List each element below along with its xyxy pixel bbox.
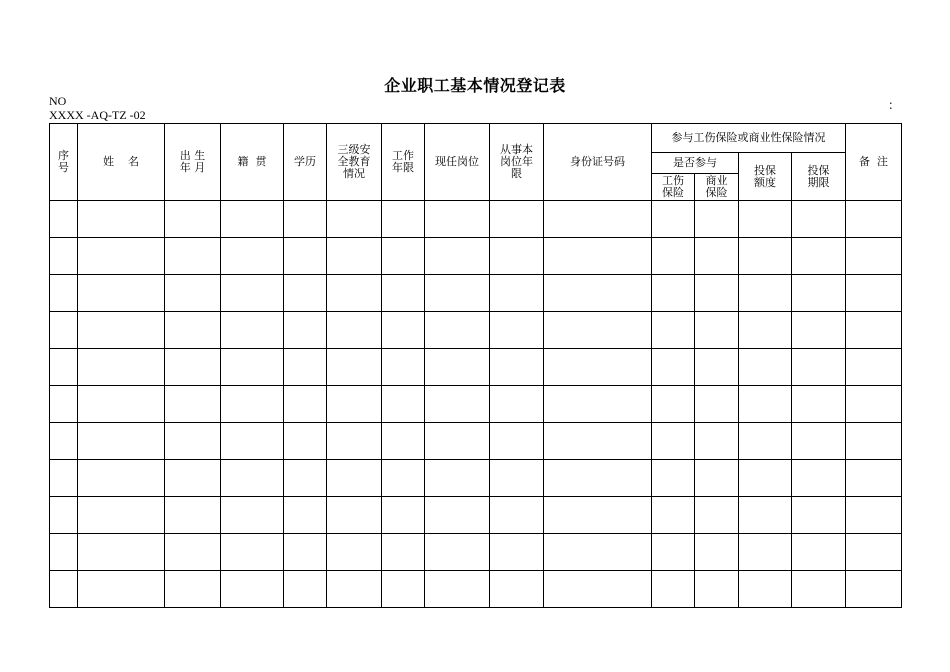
table-cell[interactable] (78, 275, 165, 312)
header-work-injury-insurance: 工伤 保险 (652, 174, 695, 201)
table-cell[interactable] (695, 312, 739, 349)
table-cell[interactable] (327, 386, 382, 423)
table-cell[interactable] (50, 571, 78, 608)
table-cell[interactable] (284, 312, 327, 349)
table-cell[interactable] (792, 349, 846, 386)
table-cell[interactable] (425, 497, 490, 534)
table-cell[interactable] (792, 423, 846, 460)
table-cell[interactable] (695, 460, 739, 497)
table-cell[interactable] (490, 497, 544, 534)
table-cell[interactable] (846, 423, 902, 460)
table-cell[interactable] (490, 275, 544, 312)
table-cell[interactable] (739, 312, 792, 349)
table-cell[interactable] (382, 201, 425, 238)
table-cell[interactable] (284, 349, 327, 386)
table-cell[interactable] (490, 312, 544, 349)
table-cell[interactable] (652, 201, 695, 238)
header-work-years: 工作 年限 (382, 124, 425, 201)
table-cell[interactable] (544, 349, 652, 386)
table-cell[interactable] (221, 423, 284, 460)
table-cell[interactable] (50, 497, 78, 534)
table-cell[interactable] (78, 534, 165, 571)
registration-table (49, 123, 902, 608)
table-cell[interactable] (652, 534, 695, 571)
table-cell[interactable] (739, 201, 792, 238)
table-cell[interactable] (425, 534, 490, 571)
table-cell[interactable] (695, 534, 739, 571)
header-insurance-group: 参与工伤保险或商业性保险情况 (652, 124, 846, 153)
table-cell[interactable] (695, 497, 739, 534)
table-cell[interactable] (792, 571, 846, 608)
table-cell[interactable] (544, 201, 652, 238)
table-cell[interactable] (425, 460, 490, 497)
table-cell[interactable] (284, 275, 327, 312)
table-cell[interactable] (490, 571, 544, 608)
table-row (50, 423, 902, 460)
table-cell[interactable] (425, 275, 490, 312)
table-cell[interactable] (221, 386, 284, 423)
table-cell[interactable] (695, 349, 739, 386)
table-row (50, 238, 902, 275)
header-insured-period: 投保 期限 (792, 153, 846, 201)
table-cell[interactable] (792, 312, 846, 349)
table-cell[interactable] (544, 571, 652, 608)
table-cell[interactable] (284, 386, 327, 423)
table-cell[interactable] (382, 460, 425, 497)
table-cell[interactable] (792, 238, 846, 275)
table-cell[interactable] (846, 386, 902, 423)
table-cell[interactable] (78, 423, 165, 460)
table-cell[interactable] (327, 275, 382, 312)
table-cell[interactable] (284, 571, 327, 608)
table-cell[interactable] (382, 423, 425, 460)
form-title: 企业职工基本情况登记表 (384, 76, 566, 95)
table-cell[interactable] (165, 349, 221, 386)
table-cell[interactable] (695, 423, 739, 460)
table-cell[interactable] (221, 312, 284, 349)
table-cell[interactable] (165, 571, 221, 608)
table-cell[interactable] (490, 534, 544, 571)
header-safety-education: 三级安 全教育 情况 (327, 124, 382, 201)
table-cell[interactable] (846, 238, 902, 275)
table-cell[interactable] (652, 386, 695, 423)
table-cell[interactable] (846, 534, 902, 571)
table-cell[interactable] (221, 275, 284, 312)
table-cell[interactable] (846, 349, 902, 386)
table-cell[interactable] (50, 349, 78, 386)
table-cell[interactable] (78, 460, 165, 497)
table-cell[interactable] (327, 423, 382, 460)
table-cell[interactable] (544, 386, 652, 423)
table-cell[interactable] (327, 238, 382, 275)
table-cell[interactable] (490, 460, 544, 497)
table-cell[interactable] (739, 275, 792, 312)
table-cell[interactable] (792, 534, 846, 571)
table-cell[interactable] (846, 497, 902, 534)
table-cell[interactable] (165, 423, 221, 460)
form-no-colon: ： (888, 98, 901, 112)
table-cell[interactable] (544, 534, 652, 571)
table-cell[interactable] (50, 312, 78, 349)
table-cell[interactable] (652, 238, 695, 275)
header-remarks: 备 注 (846, 124, 902, 201)
table-cell[interactable] (846, 201, 902, 238)
table-cell[interactable] (695, 238, 739, 275)
table-cell[interactable] (544, 497, 652, 534)
header-current-post: 现任岗位 (425, 124, 490, 201)
table-cell[interactable] (425, 201, 490, 238)
table-row (50, 534, 902, 571)
header-id-number: 身份证号码 (544, 124, 652, 201)
table-cell[interactable] (50, 386, 78, 423)
table-cell[interactable] (846, 460, 902, 497)
table-cell[interactable] (695, 201, 739, 238)
table-cell[interactable] (739, 386, 792, 423)
table-cell[interactable] (652, 312, 695, 349)
table-cell[interactable] (78, 238, 165, 275)
table-cell[interactable] (739, 497, 792, 534)
table-cell[interactable] (652, 460, 695, 497)
table-cell[interactable] (425, 386, 490, 423)
table-cell[interactable] (221, 534, 284, 571)
table-cell[interactable] (165, 497, 221, 534)
header-participate: 是否参与 (652, 153, 739, 174)
table-cell[interactable] (165, 460, 221, 497)
table-cell[interactable] (792, 201, 846, 238)
table-cell[interactable] (284, 201, 327, 238)
table-cell[interactable] (652, 571, 695, 608)
table-cell[interactable] (78, 201, 165, 238)
form-no-label: NO (49, 94, 67, 108)
header-education: 学历 (284, 124, 327, 201)
table-cell[interactable] (695, 386, 739, 423)
table-cell[interactable] (544, 423, 652, 460)
table-cell[interactable] (739, 238, 792, 275)
table-row (50, 275, 902, 312)
table-cell[interactable] (792, 386, 846, 423)
table-cell[interactable] (739, 460, 792, 497)
header-commercial-insurance: 商业 保险 (695, 174, 739, 201)
header-birth: 出 生 年 月 (165, 124, 221, 201)
table-cell[interactable] (78, 571, 165, 608)
table-cell[interactable] (221, 460, 284, 497)
table-cell[interactable] (695, 571, 739, 608)
table-cell[interactable] (739, 349, 792, 386)
table-row (50, 386, 902, 423)
table-cell[interactable] (490, 423, 544, 460)
table-cell[interactable] (382, 275, 425, 312)
table-cell[interactable] (544, 238, 652, 275)
table-cell[interactable] (284, 238, 327, 275)
table-cell[interactable] (792, 497, 846, 534)
table-cell[interactable] (846, 571, 902, 608)
table-cell[interactable] (78, 497, 165, 534)
table-row (50, 497, 902, 534)
table-cell[interactable] (327, 312, 382, 349)
table-cell[interactable] (382, 571, 425, 608)
table-cell[interactable] (50, 201, 78, 238)
table-cell[interactable] (284, 497, 327, 534)
table-cell[interactable] (544, 460, 652, 497)
table-cell[interactable] (382, 386, 425, 423)
table-cell[interactable] (846, 275, 902, 312)
table-cell[interactable] (78, 386, 165, 423)
table-cell[interactable] (165, 312, 221, 349)
table-cell[interactable] (382, 497, 425, 534)
table-cell[interactable] (221, 201, 284, 238)
table-cell[interactable] (425, 349, 490, 386)
table-cell[interactable] (739, 534, 792, 571)
table-cell[interactable] (382, 534, 425, 571)
header-post-years: 从事本 岗位年 限 (490, 124, 544, 201)
table-cell[interactable] (165, 275, 221, 312)
header-seq: 序 号 (50, 124, 78, 201)
table-cell[interactable] (382, 312, 425, 349)
form-code: XXXX -AQ-TZ -02 (49, 108, 146, 122)
table-cell[interactable] (327, 497, 382, 534)
table-row (50, 571, 902, 608)
table-cell[interactable] (221, 571, 284, 608)
header-name: 姓 名 (78, 124, 165, 201)
table-cell[interactable] (327, 460, 382, 497)
table-cell[interactable] (425, 571, 490, 608)
table-cell[interactable] (544, 312, 652, 349)
table-cell[interactable] (327, 534, 382, 571)
table-cell[interactable] (165, 386, 221, 423)
table-cell[interactable] (490, 349, 544, 386)
table-cell[interactable] (739, 571, 792, 608)
table-row (50, 312, 902, 349)
table-cell[interactable] (50, 275, 78, 312)
table-cell[interactable] (165, 238, 221, 275)
table-cell[interactable] (284, 460, 327, 497)
table-row (50, 349, 902, 386)
table-cell[interactable] (544, 275, 652, 312)
table-cell[interactable] (50, 460, 78, 497)
table-cell[interactable] (165, 201, 221, 238)
table-cell[interactable] (652, 423, 695, 460)
table-cell[interactable] (425, 423, 490, 460)
table-cell[interactable] (284, 534, 327, 571)
table-cell[interactable] (78, 312, 165, 349)
table-cell[interactable] (792, 275, 846, 312)
table-cell[interactable] (78, 349, 165, 386)
table-cell[interactable] (50, 238, 78, 275)
table-row (50, 201, 902, 238)
table-cell[interactable] (652, 497, 695, 534)
table-cell[interactable] (490, 386, 544, 423)
table-cell[interactable] (50, 534, 78, 571)
table-cell[interactable] (792, 460, 846, 497)
header-native-place: 籍 贯 (221, 124, 284, 201)
table-cell[interactable] (221, 497, 284, 534)
table-row (50, 460, 902, 497)
table-cell[interactable] (221, 238, 284, 275)
table-cell[interactable] (284, 423, 327, 460)
table-cell[interactable] (327, 201, 382, 238)
table-cell[interactable] (652, 349, 695, 386)
table-cell[interactable] (327, 349, 382, 386)
table-cell[interactable] (490, 238, 544, 275)
table-cell[interactable] (846, 312, 902, 349)
table-cell[interactable] (221, 349, 284, 386)
table-cell[interactable] (382, 238, 425, 275)
table-cell[interactable] (425, 238, 490, 275)
table-cell[interactable] (425, 312, 490, 349)
table-cell[interactable] (327, 571, 382, 608)
table-cell[interactable] (50, 423, 78, 460)
table-cell[interactable] (695, 275, 739, 312)
table-cell[interactable] (739, 423, 792, 460)
table-cell[interactable] (165, 534, 221, 571)
table-cell[interactable] (382, 349, 425, 386)
table-cell[interactable] (490, 201, 544, 238)
header-insured-amount: 投保 额度 (739, 153, 792, 201)
table-cell[interactable] (652, 275, 695, 312)
